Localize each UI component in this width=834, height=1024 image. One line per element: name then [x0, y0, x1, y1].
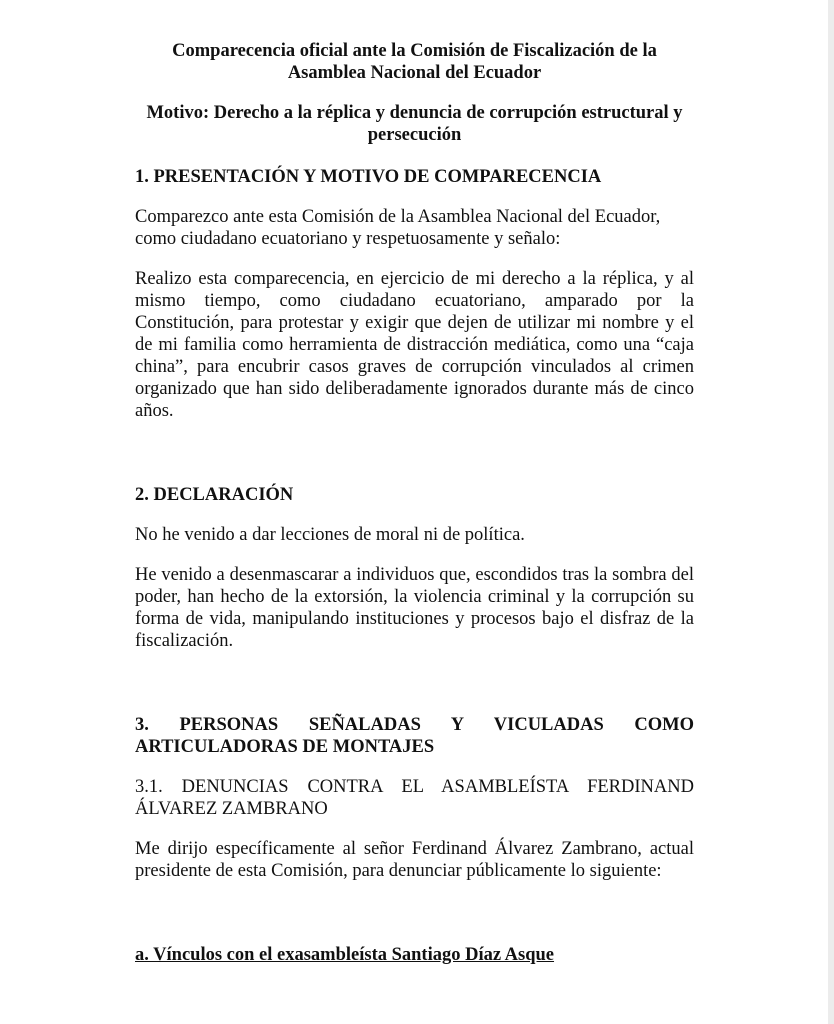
section-3-1-subheading-line-1: 3.1. DENUNCIAS CONTRA EL ASAMBLEÍSTA FERDINAND	[135, 777, 694, 797]
section-1-paragraph-2: Realizo esta comparecencia, en ejercicio de mi derecho a la réplica, y al mismo tiempo, como ciudadano ecuatoriano, amparado por la Constitución, para protestar y exigir que dejen de utilizar mi nombre y el de mi familia como herramienta de distracción mediática, como una “caja china”, para encubrir casos graves de corrupción vinculados al crimen organizado que han sido deliberadamente ignorados durante más de cinco años.	[135, 269, 694, 421]
section-3-item-a-heading: a. Vínculos con el exasambleísta Santiago Díaz Asque	[135, 945, 555, 965]
section-3-1-subheading-line-2: ÁLVAREZ ZAMBRANO	[135, 799, 328, 819]
document-title: Comparecencia oficial ante la Comisión de Fiscalización de la Asamblea Nacional del Ecuador	[172, 41, 657, 83]
section-2-paragraph-2: He venido a desenmascarar a individuos que, escondidos tras la sombra del poder, han hecho de la extorsión, la violencia criminal y la corrupción su forma de vida, manipulando instituciones y procesos bajo el disfraz de la fiscalización.	[135, 565, 694, 651]
section-1-heading: 1. PRESENTACIÓN Y MOTIVO DE COMPARECENCIA	[135, 167, 602, 187]
section-3-1-subheading	[135, 776, 694, 820]
section-1-paragraph-1: Comparezco ante esta Comisión de la Asamblea Nacional del Ecuador, como ciudadano ecuatoriano y respetuosamente y señalo:	[135, 207, 661, 249]
section-2-heading: 2. DECLARACIÓN	[135, 485, 294, 505]
section-3-heading	[135, 714, 694, 758]
section-3-paragraph-1: Me dirijo específicamente al señor Ferdinand Álvarez Zambrano, actual presidente de esta Comisión, para denunciar públicamente lo siguiente:	[135, 839, 694, 881]
section-3-heading-line-2: ARTICULADORAS DE MONTAJES	[135, 737, 435, 757]
document-subtitle: Motivo: Derecho a la réplica y denuncia de corrupción estructural y persecución	[146, 103, 683, 145]
section-2-paragraph-1: No he venido a dar lecciones de moral ni de política.	[135, 525, 525, 545]
section-3-heading-line-1: 3. PERSONAS SEÑALADAS Y VICULADAS COMO	[135, 715, 694, 735]
